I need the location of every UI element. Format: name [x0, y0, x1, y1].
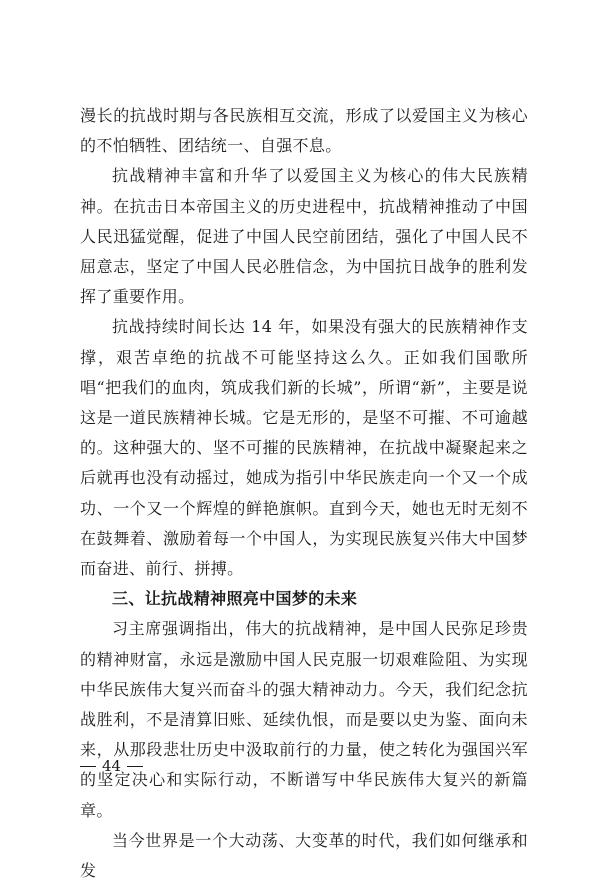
paragraph-1: 漫长的抗战时期与各民族相互交流，形成了以爱国主义为核心的不怕牺牲、团结统一、自强不息。	[80, 106, 528, 156]
section-heading: 三、让抗战精神照亮中国梦的未来	[112, 589, 358, 609]
footer-left-dash	[80, 766, 96, 767]
footer-right-dash	[127, 766, 143, 767]
page-number: 44	[102, 757, 122, 775]
paragraph-3: 抗战持续时间长达 14 年，如果没有强大的民族精神作支撑，艰苦卓绝的抗战不可能坚持这么久。正如我们国歌所唱“把我们的血肉，筑成我们新的长城”，所谓“新”，主要是说这是一道民族精神长城。它是无形的，是坚不可摧、不可逾越的。这种强大的、坚不可摧的民族精神，在抗战中凝聚起来之后就再也没有动摇过，她成为指引中华民族走向一个又一个成功、一个又一个辉煌的鲜艳旗帜。直到今天，她也无时无刻不在鼓舞着、激励着每一个中国人，为实现民族复兴伟大中国梦而奋进、前行、拼搏。	[80, 317, 528, 579]
paragraph-2: 抗战精神丰富和升华了以爱国主义为核心的伟大民族精神。在抗击日本帝国主义的历史进程中，抗战精神推动了中国人民迅猛觉醒，促进了中国人民空前团结，强化了中国人民不屈意志，坚定了中国人民必胜信念，为中国抗日战争的胜利发挥了重要作用。	[80, 166, 528, 307]
body-text	[80, 101, 528, 886]
paragraph-5: 当今世界是一个大动荡、大变革的时代，我们如何继承和发	[80, 830, 528, 881]
paragraph-4: 习主席强调指出，伟大的抗战精神，是中国人民弥足珍贵的精神财富，永远是激励中国人民克服一切艰难险阻、为实现中华民族伟大复兴而奋斗的强大精神动力。今天，我们纪念抗战胜利，不是清算旧账、延续仇恨，而是要以史为鉴、面向未来，从那段悲壮历史中汲取前行的力量，使之转化为强国兴军的坚定决心和实际行动，不断谱写中华民族伟大复兴的新篇章。	[80, 619, 528, 820]
page-footer	[80, 757, 143, 775]
